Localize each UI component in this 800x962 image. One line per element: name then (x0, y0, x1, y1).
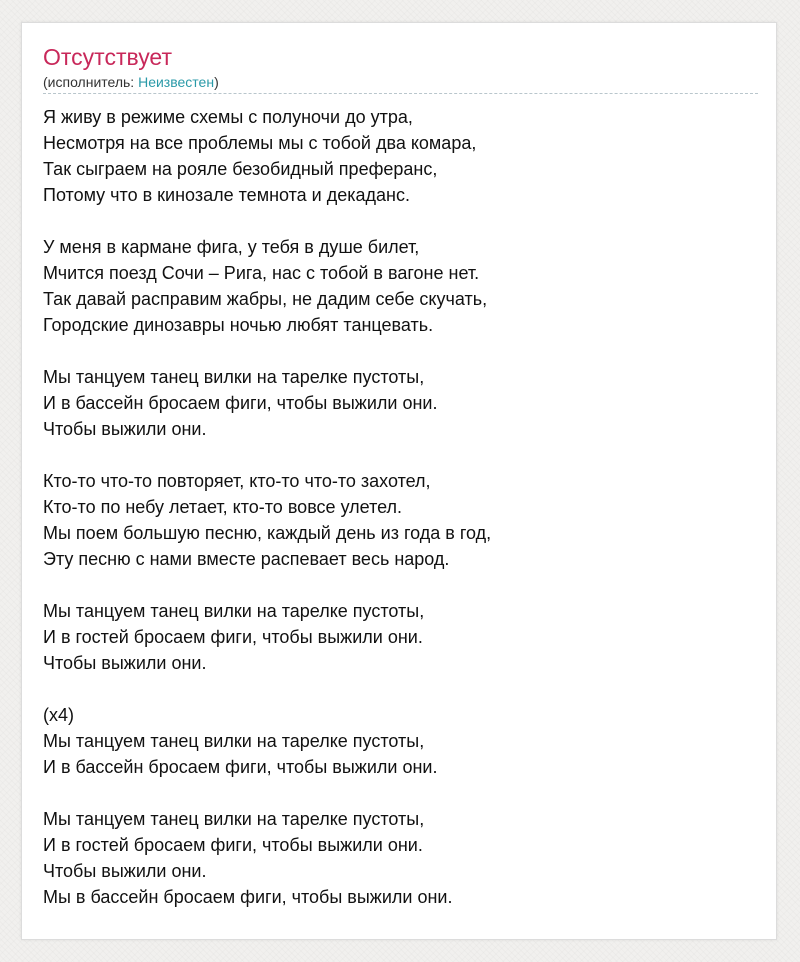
lyric-line: Городские динозавры ночью любят танцевать. (43, 315, 434, 335)
song-title: Отсутствует (43, 44, 172, 70)
lyric-line: Чтобы выжили они. (43, 861, 207, 881)
lyric-line: И в гостей бросаем фиги, чтобы выжили они. (43, 835, 423, 855)
lyrics-card (21, 22, 777, 940)
lyric-line: Мы в бассейн бросаем фиги, чтобы выжили они. (43, 887, 453, 907)
stanza (43, 598, 758, 676)
lyric-line: Кто-то что-то повторяет, кто-то что-то захотел, (43, 471, 431, 491)
lyric-line: Так давай расправим жабры, не дадим себе скучать, (43, 289, 488, 309)
lyric-line: (x4) (43, 705, 74, 725)
lyric-line: У меня в кармане фига, у тебя в душе билет, (43, 237, 420, 257)
lyric-line: Эту песню с нами вместе распевает весь народ. (43, 549, 450, 569)
stanza (43, 234, 758, 338)
lyric-line: И в бассейн бросаем фиги, чтобы выжили они. (43, 393, 438, 413)
lyric-line: Мы танцуем танец вилки на тарелке пустоты, (43, 367, 425, 387)
lyric-line: Мы танцуем танец вилки на тарелке пустоты, (43, 731, 425, 751)
lyric-line: Кто-то по небу летает, кто-то вовсе улетел. (43, 497, 403, 517)
lyric-line: Так сыграем на рояле безобидный преферанс, (43, 159, 438, 179)
lyric-line: И в гостей бросаем фиги, чтобы выжили они. (43, 627, 423, 647)
lyric-line: Мы танцуем танец вилки на тарелке пустоты, (43, 601, 425, 621)
lyric-line: И в бассейн бросаем фиги, чтобы выжили они. (43, 757, 438, 777)
artist-suffix: ) (214, 74, 219, 90)
lyric-line: Потому что в кинозале темнота и декаданс. (43, 185, 410, 205)
lyric-line: Я живу в режиме схемы с полуночи до утра, (43, 107, 413, 127)
artist-line (43, 73, 219, 91)
stanza (43, 702, 758, 780)
stanza (43, 468, 758, 572)
artist-prefix: (исполнитель: (43, 74, 139, 90)
stanza (43, 364, 758, 442)
stanza (43, 104, 758, 208)
stanza (43, 806, 758, 910)
title-divider (43, 93, 758, 94)
lyric-line: Чтобы выжили они. (43, 419, 207, 439)
artist-link[interactable]: Неизвестен (138, 74, 215, 90)
lyric-line: Мчится поезд Сочи – Рига, нас с тобой в вагоне нет. (43, 263, 480, 283)
lyric-line: Несмотря на все проблемы мы с тобой два комара, (43, 133, 477, 153)
lyrics-text (43, 104, 758, 936)
lyric-line: Мы поем большую песню, каждый день из года в год, (43, 523, 492, 543)
lyric-line: Мы танцуем танец вилки на тарелке пустоты, (43, 809, 425, 829)
lyric-line: Чтобы выжили они. (43, 653, 207, 673)
